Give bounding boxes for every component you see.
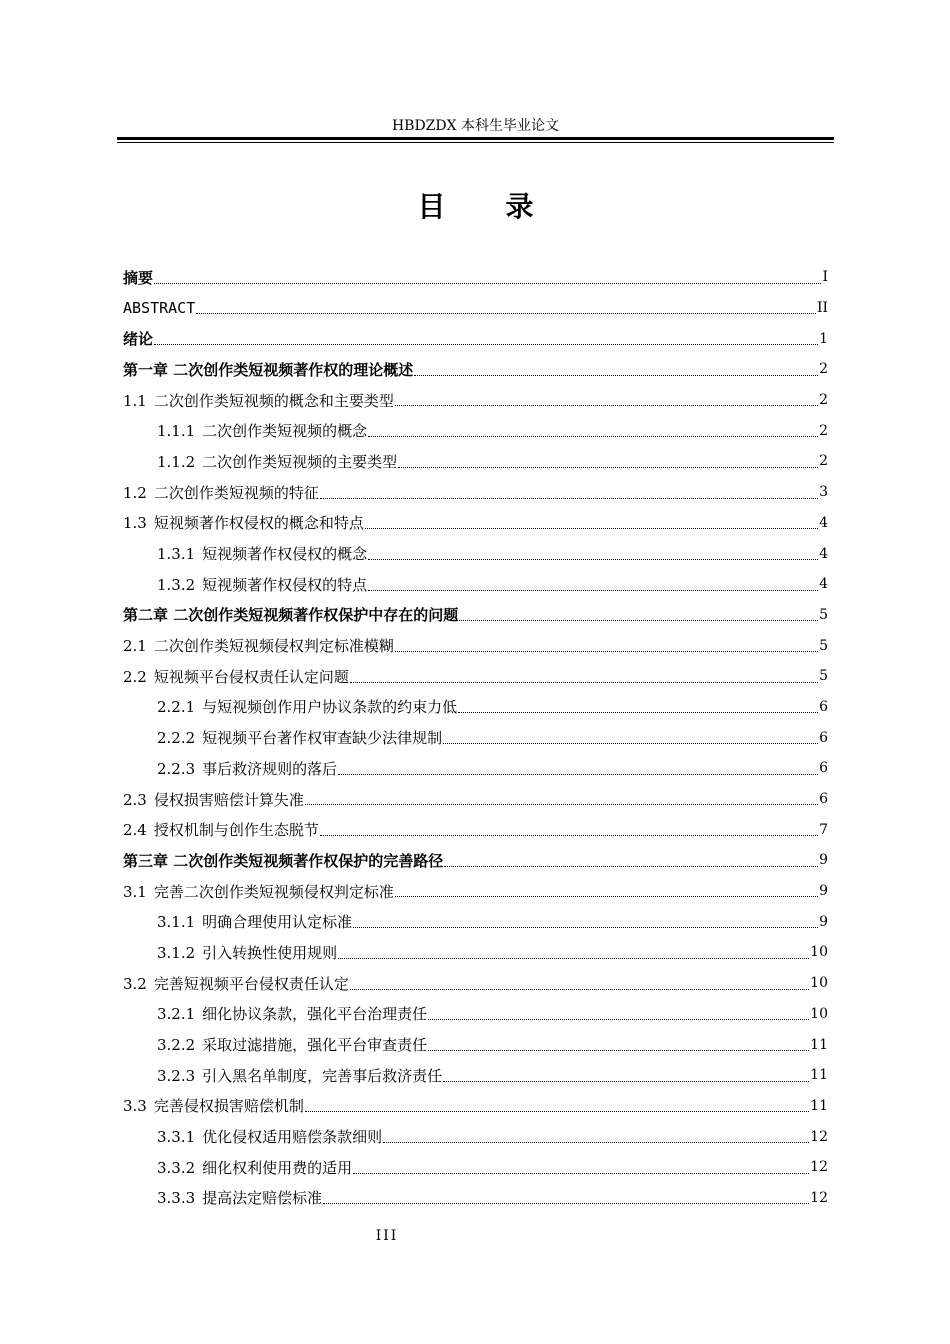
toc-entry-label bbox=[123, 881, 394, 902]
toc-entry-label bbox=[157, 543, 367, 564]
toc-leader-dots bbox=[414, 374, 818, 376]
toc-entry-number: 3.3 bbox=[123, 1097, 147, 1116]
toc-entry-text: 细化权利使用费的适用 bbox=[202, 1158, 353, 1177]
toc-entry-label bbox=[157, 1065, 442, 1086]
toc-entry-label bbox=[123, 328, 153, 349]
toc-entry-number: 1.3 bbox=[123, 514, 147, 533]
toc-entry-number: 1.3.2 bbox=[157, 575, 196, 594]
toc-entry-page: 5 bbox=[819, 637, 828, 654]
toc-title: 目录 bbox=[417, 190, 594, 223]
toc-leader-dots bbox=[395, 650, 818, 652]
toc-entry[interactable] bbox=[123, 415, 828, 446]
toc-entry-label bbox=[157, 727, 442, 748]
toc-entry-text: 提高法定赔偿标准 bbox=[202, 1189, 323, 1208]
toc-entry-text: 引入转换性使用规则 bbox=[202, 943, 338, 962]
toc-entry-label bbox=[157, 1003, 427, 1024]
toc-entry-number: 3.2.1 bbox=[157, 1005, 196, 1024]
toc-entry-page: 12 bbox=[810, 1159, 828, 1176]
toc-entry-text: 摘要 bbox=[123, 268, 154, 287]
toc-entry[interactable] bbox=[123, 385, 828, 416]
toc-entry-page: 6 bbox=[819, 791, 828, 808]
toc-entry-page: 6 bbox=[819, 729, 828, 746]
toc-entry-page: 10 bbox=[810, 944, 828, 961]
toc-entry[interactable] bbox=[123, 814, 828, 845]
toc-entry-label bbox=[157, 696, 457, 717]
toc-leader-dots bbox=[154, 343, 818, 345]
toc-entry-text: 完善侵权损害赔偿机制 bbox=[153, 1097, 304, 1116]
toc-entry-label bbox=[123, 635, 394, 656]
toc-entry-text: 明确合理使用认定标准 bbox=[202, 913, 353, 932]
toc-leader-dots bbox=[320, 497, 818, 499]
toc-entry[interactable] bbox=[123, 1121, 828, 1152]
toc-entry-text: 完善二次创作类短视频侵权判定标准 bbox=[153, 882, 394, 901]
toc-entry[interactable] bbox=[123, 508, 828, 539]
toc-entry-number: 1.2 bbox=[123, 483, 147, 502]
toc-entry-text: 二次创作类短视频的概念和主要类型 bbox=[153, 391, 394, 410]
page-number: III bbox=[375, 1228, 399, 1244]
toc-entry-page: 2 bbox=[819, 392, 828, 409]
toc-entry-number: 1.1 bbox=[123, 391, 147, 410]
toc-entry-label bbox=[157, 451, 397, 472]
toc-leader-dots bbox=[338, 773, 818, 775]
toc-leader-dots bbox=[305, 803, 818, 805]
toc-entry-number: 3.1 bbox=[123, 882, 147, 901]
toc-entry[interactable] bbox=[123, 600, 828, 631]
toc-entry[interactable] bbox=[123, 876, 828, 907]
toc-entry-number: 1.1.1 bbox=[157, 422, 196, 441]
toc-entry[interactable] bbox=[123, 999, 828, 1030]
toc-entry-text: 短视频平台侵权责任认定问题 bbox=[153, 667, 349, 686]
toc-entry-number: 3.3.3 bbox=[157, 1189, 196, 1208]
toc-entry-text: 短视频著作权侵权的特点 bbox=[202, 575, 368, 594]
toc-leader-dots bbox=[305, 1110, 809, 1112]
toc-leader-dots bbox=[338, 957, 809, 959]
toc-entry[interactable] bbox=[123, 968, 828, 999]
toc-entry[interactable] bbox=[123, 477, 828, 508]
toc-leader-dots bbox=[350, 681, 818, 683]
toc-entry[interactable] bbox=[123, 538, 828, 569]
toc-leader-dots bbox=[350, 988, 809, 990]
toc-entry-text: 引入黑名单制度，完善事后救济责任 bbox=[202, 1066, 443, 1085]
toc-leader-dots bbox=[368, 558, 818, 560]
toc-leader-dots bbox=[444, 865, 818, 867]
toc-entry-page: 11 bbox=[810, 1067, 828, 1084]
toc-entry-label bbox=[157, 758, 337, 779]
toc-entry-label bbox=[123, 482, 319, 503]
toc-entry-label bbox=[157, 1126, 382, 1147]
toc-entry-text: 短视频平台著作权审查缺少法律规制 bbox=[202, 729, 443, 748]
toc-entry-number: 2.2.2 bbox=[157, 729, 196, 748]
toc-entry[interactable] bbox=[123, 630, 828, 661]
toc-entry-text: 完善短视频平台侵权责任认定 bbox=[153, 974, 349, 993]
toc-entry-number: 2.2 bbox=[123, 667, 147, 686]
toc-entry-page: 11 bbox=[810, 1036, 828, 1053]
toc-entry-page: 4 bbox=[819, 514, 828, 531]
toc-leader-dots bbox=[443, 742, 818, 744]
toc-entry-number: 2.1 bbox=[123, 637, 147, 656]
toc-leader-dots bbox=[428, 1049, 809, 1051]
toc-leader-dots bbox=[154, 282, 821, 284]
toc-entry-number: 3.2.2 bbox=[157, 1036, 196, 1055]
toc-entry-label bbox=[123, 390, 394, 411]
toc-entry-label bbox=[123, 789, 304, 810]
toc-entry-page: 6 bbox=[819, 698, 828, 715]
toc-leader-dots bbox=[320, 834, 818, 836]
header-rule-thick bbox=[117, 137, 834, 140]
toc-entry-page: I bbox=[822, 269, 828, 286]
toc-entry-page: 4 bbox=[819, 545, 828, 562]
toc-entry-number: 3.1.2 bbox=[157, 943, 196, 962]
table-of-contents bbox=[123, 262, 828, 1213]
toc-entry-page: 11 bbox=[810, 1097, 828, 1114]
toc-entry[interactable] bbox=[123, 722, 828, 753]
toc-entry-text: 短视频著作权侵权的概念 bbox=[202, 545, 368, 564]
toc-entry-label bbox=[157, 574, 367, 595]
toc-leader-dots bbox=[459, 619, 818, 621]
toc-entry-page: 5 bbox=[819, 668, 828, 685]
toc-leader-dots bbox=[395, 895, 818, 897]
toc-entry-text: 第一章 二次创作类短视频著作权的理论概述 bbox=[123, 360, 414, 379]
toc-entry[interactable] bbox=[123, 354, 828, 385]
toc-entry-text: 事后救济规则的落后 bbox=[202, 759, 338, 778]
toc-leader-dots bbox=[368, 589, 818, 591]
toc-leader-dots bbox=[458, 711, 818, 713]
toc-leader-dots bbox=[398, 466, 818, 468]
toc-entry-text: 二次创作类短视频的概念 bbox=[202, 422, 368, 441]
toc-entry-text: 与短视频创作用户协议条款的约束力低 bbox=[202, 698, 458, 717]
toc-entry-label bbox=[123, 1095, 304, 1116]
toc-entry-number: 3.2 bbox=[123, 974, 147, 993]
toc-entry-page: 12 bbox=[810, 1128, 828, 1145]
toc-entry-number: 2.2.1 bbox=[157, 698, 196, 717]
toc-leader-dots bbox=[383, 1141, 809, 1143]
toc-leader-dots bbox=[365, 527, 818, 529]
toc-entry-label bbox=[123, 666, 349, 687]
toc-entry[interactable] bbox=[123, 569, 828, 600]
toc-entry-label bbox=[157, 1034, 427, 1055]
page-header: HBDZDX 本科生毕业论文 bbox=[391, 118, 560, 134]
toc-entry-number: 1.1.2 bbox=[157, 452, 196, 471]
toc-entry-label bbox=[123, 512, 364, 533]
toc-entry[interactable] bbox=[123, 262, 828, 293]
toc-entry-number: 3.2.3 bbox=[157, 1066, 196, 1085]
toc-entry-number: 2.3 bbox=[123, 790, 147, 809]
toc-entry[interactable] bbox=[123, 937, 828, 968]
toc-entry-label bbox=[157, 911, 352, 932]
toc-entry-text: 二次创作类短视频侵权判定标准模糊 bbox=[153, 637, 394, 656]
toc-entry-page: 4 bbox=[819, 576, 828, 593]
toc-entry[interactable] bbox=[123, 753, 828, 784]
toc-entry-text: 第二章 二次创作类短视频著作权保护中存在的问题 bbox=[123, 606, 459, 625]
toc-entry-label bbox=[157, 942, 337, 963]
toc-entry[interactable] bbox=[123, 906, 828, 937]
toc-entry-label bbox=[123, 819, 319, 840]
toc-entry-page: 5 bbox=[819, 606, 828, 623]
toc-entry[interactable] bbox=[123, 293, 828, 324]
toc-entry-page: 3 bbox=[819, 484, 828, 501]
toc-leader-dots bbox=[196, 312, 816, 314]
toc-entry-text: 绪论 bbox=[123, 330, 154, 349]
toc-entry-number: 2.4 bbox=[123, 821, 147, 840]
toc-entry-page: 10 bbox=[810, 975, 828, 992]
toc-entry-page: 10 bbox=[810, 1005, 828, 1022]
toc-leader-dots bbox=[395, 404, 818, 406]
toc-entry-number: 3.3.1 bbox=[157, 1128, 196, 1147]
toc-entry-text: ABSTRACT bbox=[123, 299, 196, 318]
toc-entry-page: II bbox=[816, 300, 828, 317]
toc-entry-text: 细化协议条款，强化平台治理责任 bbox=[202, 1005, 428, 1024]
toc-entry[interactable] bbox=[123, 323, 828, 354]
toc-entry[interactable] bbox=[123, 1152, 828, 1183]
toc-entry-number: 3.3.2 bbox=[157, 1158, 196, 1177]
toc-entry-label bbox=[123, 973, 349, 994]
toc-entry-page: 9 bbox=[819, 852, 828, 869]
toc-leader-dots bbox=[323, 1202, 809, 1204]
toc-leader-dots bbox=[368, 435, 818, 437]
toc-entry[interactable] bbox=[123, 692, 828, 723]
toc-entry[interactable] bbox=[123, 661, 828, 692]
toc-leader-dots bbox=[443, 1080, 809, 1082]
toc-entry-text: 第三章 二次创作类短视频著作权保护的完善路径 bbox=[123, 851, 444, 870]
toc-entry-text: 二次创作类短视频的主要类型 bbox=[202, 452, 398, 471]
toc-entry-label bbox=[157, 420, 367, 441]
toc-entry-page: 9 bbox=[819, 883, 828, 900]
toc-leader-dots bbox=[353, 1172, 809, 1174]
toc-entry-page: 12 bbox=[810, 1189, 828, 1206]
toc-entry[interactable] bbox=[123, 784, 828, 815]
toc-entry-label bbox=[123, 850, 443, 871]
header-rule-thin bbox=[117, 142, 834, 143]
toc-entry[interactable] bbox=[123, 1183, 828, 1214]
toc-entry-label bbox=[123, 299, 195, 317]
toc-entry-label bbox=[157, 1157, 352, 1178]
toc-entry-number: 2.2.3 bbox=[157, 759, 196, 778]
toc-entry-text: 优化侵权适用赔偿条款细则 bbox=[202, 1128, 383, 1147]
toc-leader-dots bbox=[428, 1018, 809, 1020]
toc-entry-label bbox=[123, 267, 153, 288]
toc-entry-page: 1 bbox=[819, 330, 828, 347]
toc-entry-number: 3.1.1 bbox=[157, 913, 196, 932]
toc-entry-page: 7 bbox=[819, 821, 828, 838]
toc-entry-text: 采取过滤措施，强化平台审查责任 bbox=[202, 1036, 428, 1055]
toc-entry-label bbox=[123, 604, 458, 625]
toc-entry-label bbox=[157, 1187, 322, 1208]
toc-leader-dots bbox=[353, 926, 818, 928]
toc-entry[interactable] bbox=[123, 845, 828, 876]
toc-entry-page: 6 bbox=[819, 760, 828, 777]
toc-entry-page: 9 bbox=[819, 913, 828, 930]
toc-entry-text: 授权机制与创作生态脱节 bbox=[153, 821, 319, 840]
toc-entry-page: 2 bbox=[819, 361, 828, 378]
toc-entry-text: 短视频著作权侵权的概念和特点 bbox=[153, 514, 364, 533]
toc-entry[interactable] bbox=[123, 1091, 828, 1122]
toc-entry-label bbox=[123, 359, 413, 380]
toc-entry-number: 1.3.1 bbox=[157, 545, 196, 564]
toc-entry-page: 2 bbox=[819, 453, 828, 470]
toc-entry-page: 2 bbox=[819, 422, 828, 439]
toc-entry-text: 侵权损害赔偿计算失准 bbox=[153, 790, 304, 809]
toc-entry[interactable] bbox=[123, 446, 828, 477]
toc-entry-text: 二次创作类短视频的特征 bbox=[153, 483, 319, 502]
toc-entry[interactable] bbox=[123, 1060, 828, 1091]
toc-entry[interactable] bbox=[123, 1029, 828, 1060]
